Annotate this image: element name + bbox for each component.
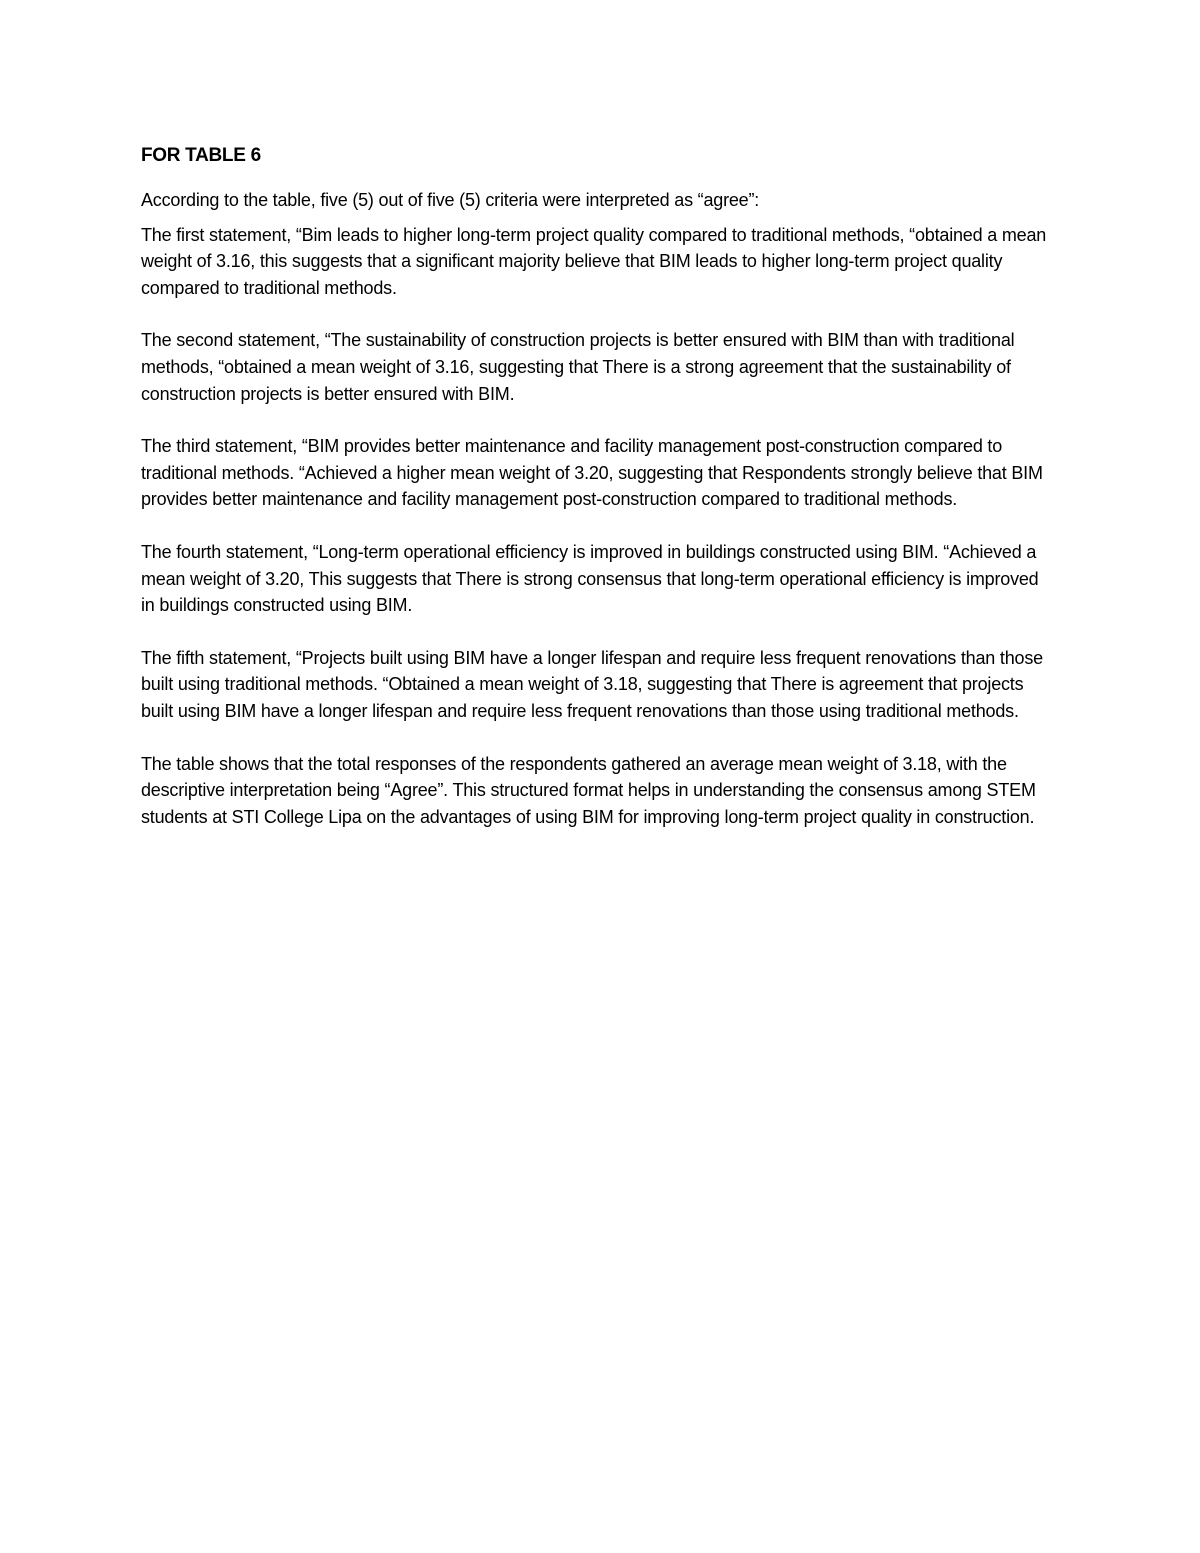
paragraph-fourth-statement: The fourth statement, “Long-term operational efficiency is improved in buildings constructed using BIM. “Achieved a mean weight of 3.20, This suggests that There is strong consensus that long-term operational efficiency is improved in buildings constructed using BIM.	[141, 541, 1039, 616]
paragraph-second-statement: The second statement, “The sustainability of construction projects is better ensured with BIM than with traditional methods, “obtained a mean weight of 3.16, suggesting that There is a strong agreement that the sustainability of construction projects is better ensured with BIM.	[141, 330, 1015, 404]
intro-paragraph: According to the table, five (5) out of five (5) criteria were interpreted as “agree”:	[141, 190, 760, 210]
paragraph-summary: The table shows that the total responses of the respondents gathered an average mean weight of 3.18, with the descriptive interpretation being “Agree”. This structured format helps in understanding the consensus among STEM students at STI College Lipa on the advantages of using BIM for improving long-term project quality in construction.	[141, 753, 1036, 827]
paragraph-third-statement: The third statement, “BIM provides better maintenance and facility management post-construction compared to traditional methods. “Achieved a higher mean weight of 3.20, suggesting that Respondents strongly believe that BIM provides better maintenance and facility management post-construction compared to traditional methods.	[141, 436, 1043, 510]
paragraph-fifth-statement: The fifth statement, “Projects built using BIM have a longer lifespan and require less frequent renovations than those built using traditional methods. “Obtained a mean weight of 3.18, suggesting that There is agreement that projects built using BIM have a longer lifespan and require less frequent renovations than those using traditional methods.	[141, 647, 1043, 721]
document-body	[141, 143, 1056, 830]
paragraph-first-statement: The first statement, “Bim leads to higher long-term project quality compared to traditional methods, “obtained a mean weight of 3.16, this suggests that a significant majority believe that BIM leads to higher long-term project quality compared to traditional methods.	[141, 224, 1047, 298]
document-heading: FOR TABLE 6	[141, 145, 261, 166]
